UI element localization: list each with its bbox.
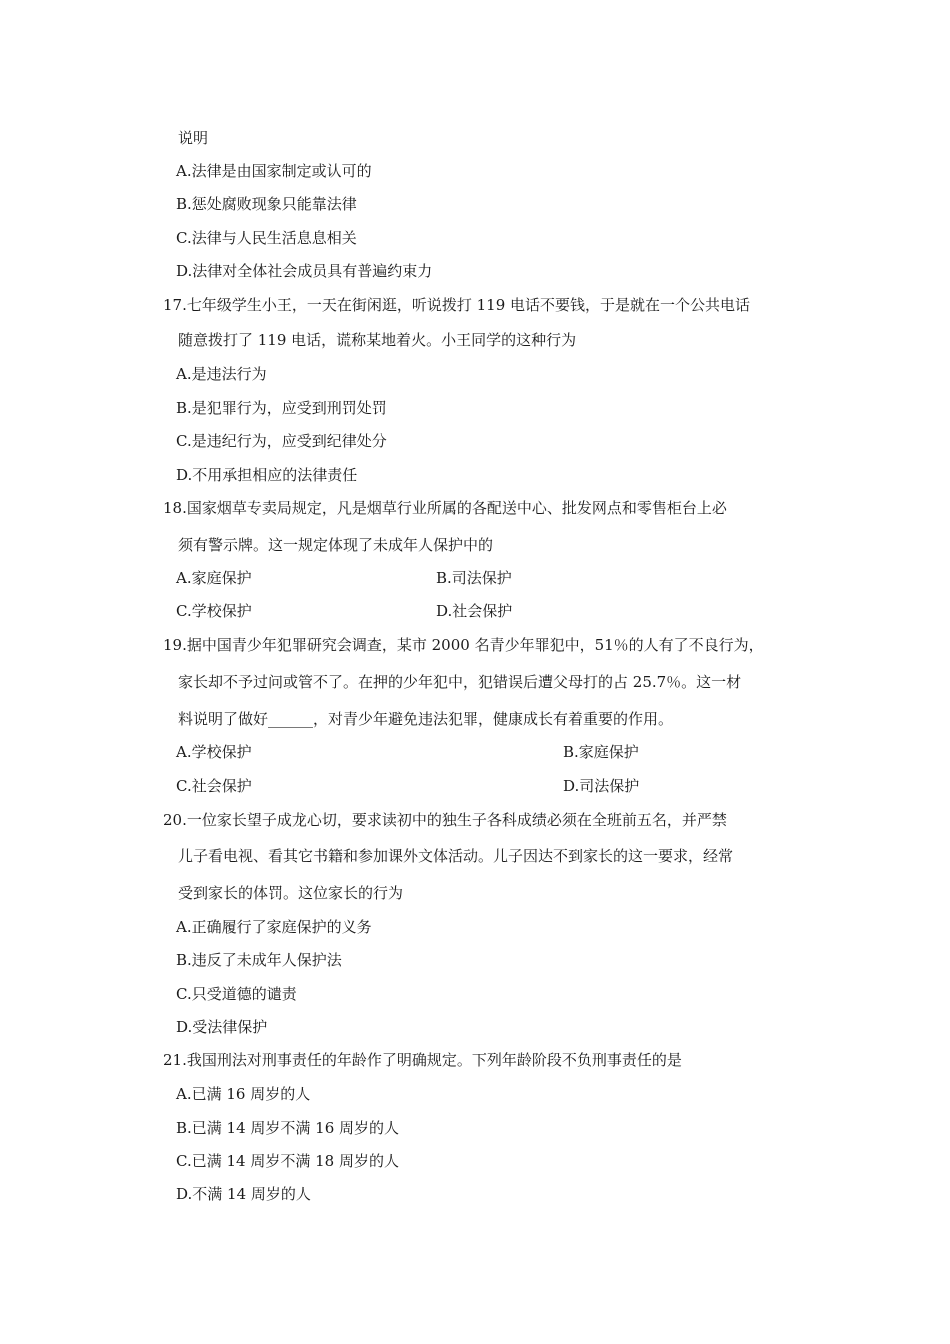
q16-option-b: B.惩处腐败现象只能靠法律 [176,195,357,213]
q16-stem-tail: 说明 [178,129,209,147]
q20-option-d: D.受法律保护 [176,1018,268,1036]
q20-stem-line3: 受到家长的体罚。这位家长的行为 [178,884,404,902]
q17-option-a: A.是违法行为 [176,365,267,383]
q17-stem-line1: 17.七年级学生小王，一天在街闲逛，听说拨打 119 电话不要钱，于是就在一个公共电话 [163,296,751,314]
q16-option-c: C.法律与人民生活息息相关 [176,229,357,247]
q21-stem-line1: 21.我国刑法对刑事责任的年龄作了明确规定。下列年龄阶段不负刑事责任的是 [163,1051,682,1069]
q19-stem-line3: 料说明了做好______，对青少年避免违法犯罪，健康成长有着重要的作用。 [178,710,674,728]
q20-option-c: C.只受道德的谴责 [176,985,297,1003]
q21-option-d: D.不满 14 周岁的人 [176,1185,311,1203]
q16-option-d: D.法律对全体社会成员具有普遍约束力 [176,262,433,280]
q21-option-a: A.已满 16 周岁的人 [176,1085,311,1103]
q19-stem-line2: 家长却不予过问或管不了。在押的少年犯中，犯错误后遭父母打的占 25.7％。这一材 [178,673,742,691]
q18-stem-line2: 须有警示牌。这一规定体现了未成年人保护中的 [178,536,494,554]
q19-option-b: B.家庭保护 [563,743,639,761]
q17-stem-line2: 随意拨打了 119 电话，谎称某地着火。小王同学的这种行为 [178,331,577,349]
q16-option-a: A.法律是由国家制定或认可的 [176,162,372,180]
q19-option-a: A.学校保护 [176,743,252,761]
q18-option-c: C.学校保护 [176,602,252,620]
q18-stem-line1: 18.国家烟草专卖局规定，凡是烟草行业所属的各配送中心、批发网点和零售柜台上必 [163,499,727,517]
q19-option-d: D.司法保护 [563,777,640,795]
q18-option-d: D.社会保护 [436,602,513,620]
q19-option-c: C.社会保护 [176,777,252,795]
q20-stem-line2: 儿子看电视、看其它书籍和参加课外文体活动。儿子因达不到家长的这一要求，经常 [178,847,734,865]
q17-option-d: D.不用承担相应的法律责任 [176,466,358,484]
q21-option-b: B.已满 14 周岁不满 16 周岁的人 [176,1119,400,1137]
q21-option-c: C.已满 14 周岁不满 18 周岁的人 [176,1152,399,1170]
q18-option-b: B.司法保护 [436,569,512,587]
q20-stem-line1: 20.一位家长望子成龙心切，要求读初中的独生子各科成绩必须在全班前五名，并严禁 [163,811,727,829]
q20-option-b: B.违反了未成年人保护法 [176,951,342,969]
q20-option-a: A.正确履行了家庭保护的义务 [176,918,372,936]
q18-option-a: A.家庭保护 [176,569,252,587]
q17-option-c: C.是违纪行为，应受到纪律处分 [176,432,387,450]
q19-stem-line1: 19.据中国青少年犯罪研究会调查，某市 2000 名青少年罪犯中，51％的人有了不良行为， [163,636,764,654]
q17-option-b: B.是犯罪行为，应受到刑罚处罚 [176,399,387,417]
